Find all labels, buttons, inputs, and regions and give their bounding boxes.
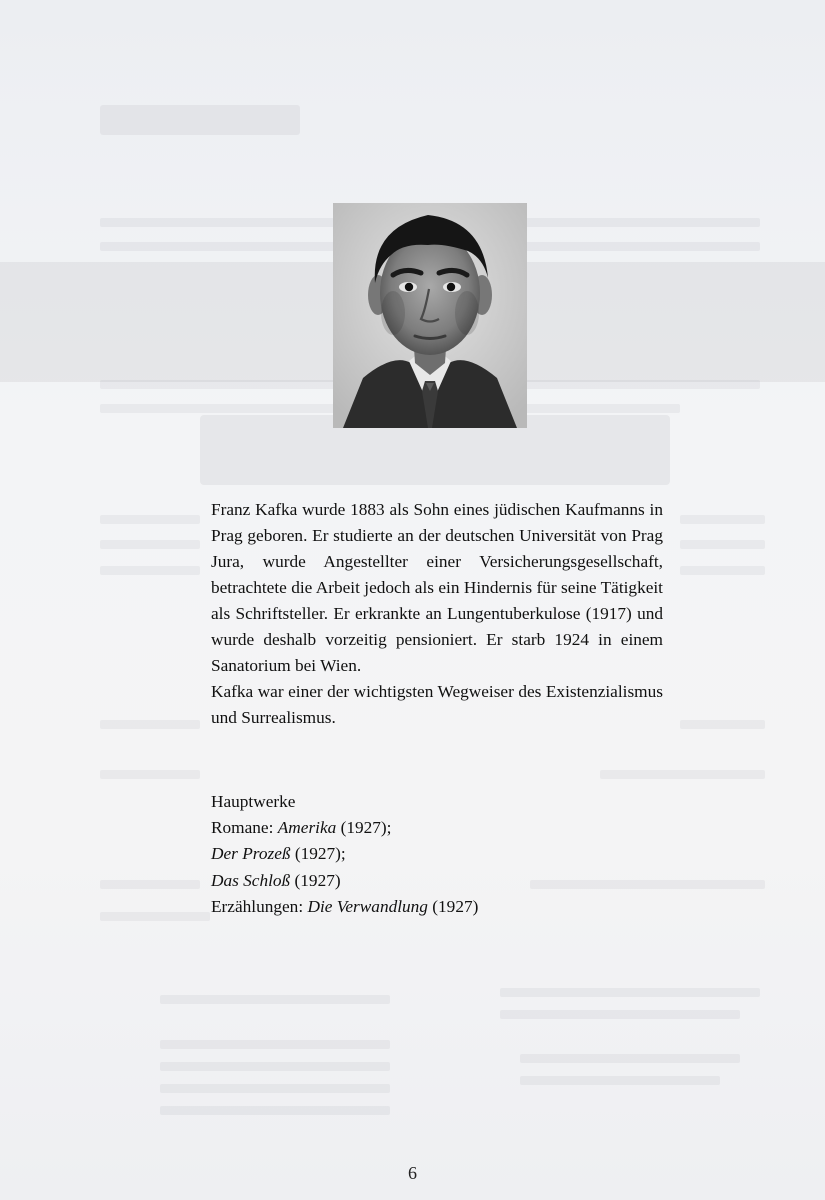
author-biography	[211, 497, 663, 731]
work-title: Der Prozeß	[211, 844, 291, 864]
author-portrait-photo	[333, 203, 527, 428]
show-through-line	[100, 566, 200, 575]
show-through-line	[160, 995, 390, 1004]
show-through-line	[500, 1010, 740, 1019]
main-works-heading: Hauptwerke	[211, 792, 296, 811]
works-novels-entry	[211, 841, 663, 867]
work-year: (1927)	[294, 870, 341, 890]
show-through-line	[100, 912, 210, 921]
work-title: Amerika	[277, 818, 337, 838]
portrait-image	[333, 203, 527, 428]
show-through-line	[600, 770, 765, 779]
biography-paragraph: Kafka war einer der wichtigsten Wegweiser des Existenzialismus und Surrealismus.	[211, 682, 663, 727]
show-through-line	[680, 515, 765, 524]
page-number: 6	[408, 1163, 417, 1183]
show-through-line	[100, 770, 200, 779]
biography-paragraph: Franz Kafka wurde 1883 als Sohn eines jüdischen Kaufmanns in Prag geboren. Er studierte an der deutschen Universität von Prag Jura, wurde Angestellter einer Versicherungsgesellschaft, betrachtete die Arbeit jedoch als ein Hindernis für seine Tätigkeit als Schriftsteller. Er erkrankte an Lungentuberkulose (1917) und wurde deshalb vorzeitig pensioniert. Er starb 1924 in einem Sanatorium bei Wien.	[211, 500, 663, 675]
stories-label: Erzählungen:	[211, 896, 304, 916]
show-through-line	[100, 540, 200, 549]
show-through-line	[520, 1076, 720, 1085]
works-stories-entry	[211, 894, 663, 920]
show-through-line	[160, 1084, 390, 1093]
novels-label: Romane:	[211, 818, 274, 838]
works-novels-entry	[211, 815, 663, 841]
show-through-line	[680, 720, 765, 729]
work-title: Das Schloß	[211, 870, 291, 890]
show-through-line	[100, 880, 200, 889]
show-through-line	[520, 1054, 740, 1063]
show-through-line	[160, 1062, 390, 1071]
show-through-line	[680, 566, 765, 575]
show-through-line	[100, 720, 200, 729]
work-year: (1927)	[432, 896, 479, 916]
work-year: (1927);	[340, 818, 392, 838]
works-novels-entry	[211, 868, 663, 894]
work-title: Die Verwandlung	[307, 896, 428, 916]
show-through-line	[680, 540, 765, 549]
main-works-list	[211, 789, 663, 920]
show-through-heading	[100, 105, 300, 135]
show-through-line	[500, 988, 760, 997]
show-through-line	[160, 1040, 390, 1049]
show-through-line	[100, 515, 200, 524]
work-year: (1927);	[294, 844, 346, 864]
show-through-line	[160, 1106, 390, 1115]
